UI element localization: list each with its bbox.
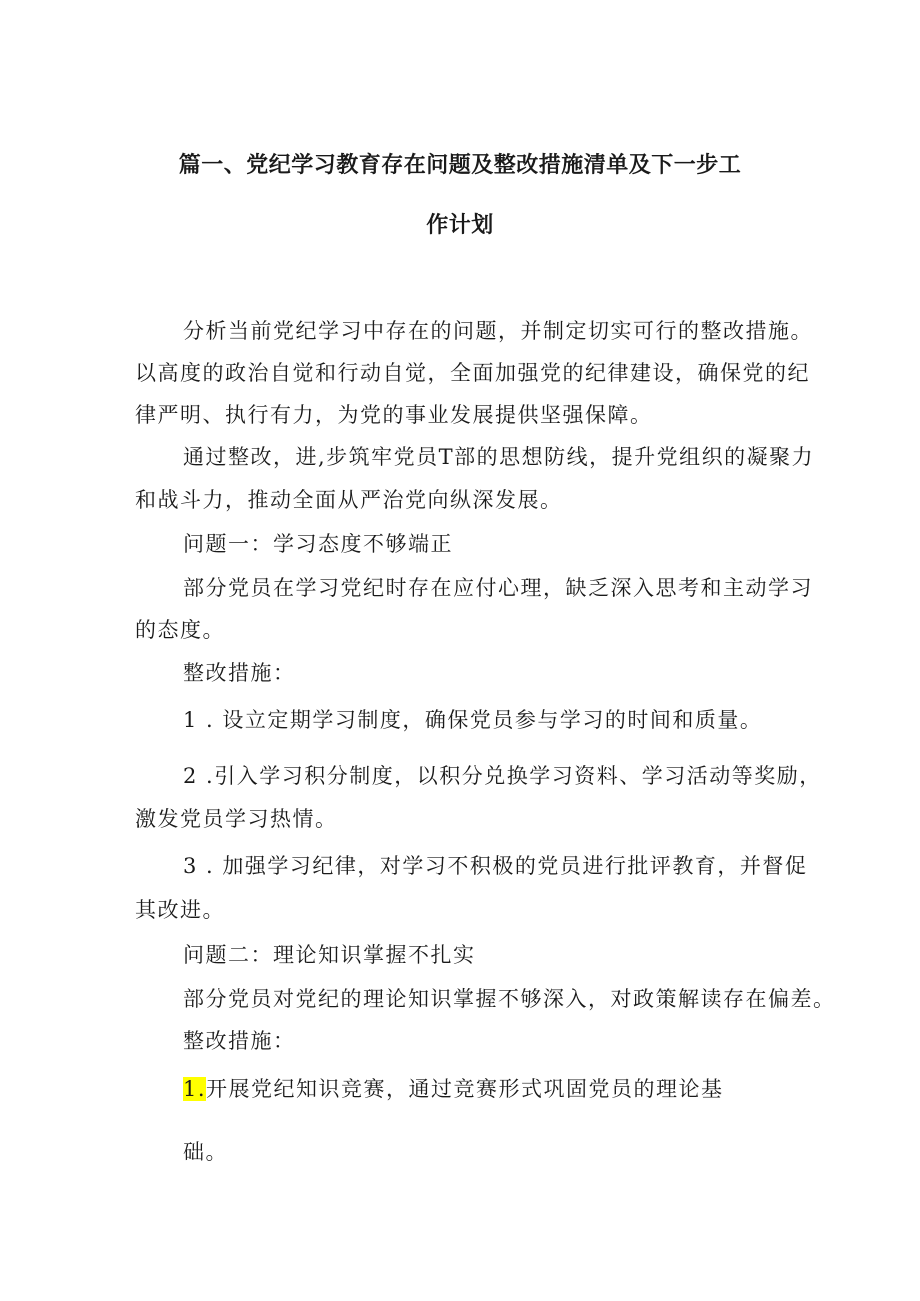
problem-1-measure-2: 2 .引入学习积分制度，以积分兑换学习资料、学习活动等奖励， (183, 764, 822, 788)
measure-text: 开展党纪知识竞赛，通过竞赛形式巩固党员的理论基 (206, 1077, 724, 1101)
paragraph-line: 分析当前党纪学习中存在的问题，并制定切实可行的整改措施。 (183, 319, 813, 343)
problem-2-heading: 问题二：理论知识掌握不扎实 (183, 943, 476, 967)
paragraph-line: 通过整改，进,步筑牢党员T部的思想防线，提升党组织的凝聚力 (183, 445, 815, 469)
problem-1-heading: 问题一：学习态度不够端正 (183, 532, 453, 556)
paragraph-line: 律严明、执行有力，为党的事业发展提供坚强保障。 (135, 403, 653, 427)
paragraph-line: 和战斗力，推动全面从严治党向纵深发展。 (135, 488, 563, 512)
problem-1-measures-label: 整改措施： (183, 661, 296, 685)
paragraph-line: 以高度的政治自觉和行动自觉，全面加强党的纪律建设，确保党的纪 (135, 361, 810, 385)
document-title-line-1: 篇一、党纪学习教育存在问题及整改措施清单及下一步工 (178, 153, 742, 178)
highlighted-number: 1. (183, 1077, 207, 1101)
problem-2-description: 部分党员对党纪的理论知识掌握不够深入，对政策解读存在偏差。 (183, 987, 836, 1011)
problem-1-measure-2: 激发党员学习热情。 (135, 807, 338, 831)
problem-1-description: 的态度。 (135, 618, 225, 642)
problem-2-measures-label: 整改措施： (183, 1029, 296, 1053)
problem-2-measure-1-continued: 础。 (183, 1140, 228, 1164)
problem-2-measure-1 (183, 1073, 724, 1103)
problem-1-measure-1: 1 . 设立定期学习制度，确保党员参与学习的时间和质量。 (183, 708, 763, 732)
problem-1-measure-3: 其改进。 (135, 898, 225, 922)
problem-1-measure-3: 3 . 加强学习纪律，对学习不积极的党员进行批评教育，并督促 (183, 854, 808, 878)
document-title-line-2: 作计划 (426, 213, 494, 238)
problem-1-description: 部分党员在学习党纪时存在应付心理，缺乏深入思考和主动学习 (183, 576, 813, 600)
